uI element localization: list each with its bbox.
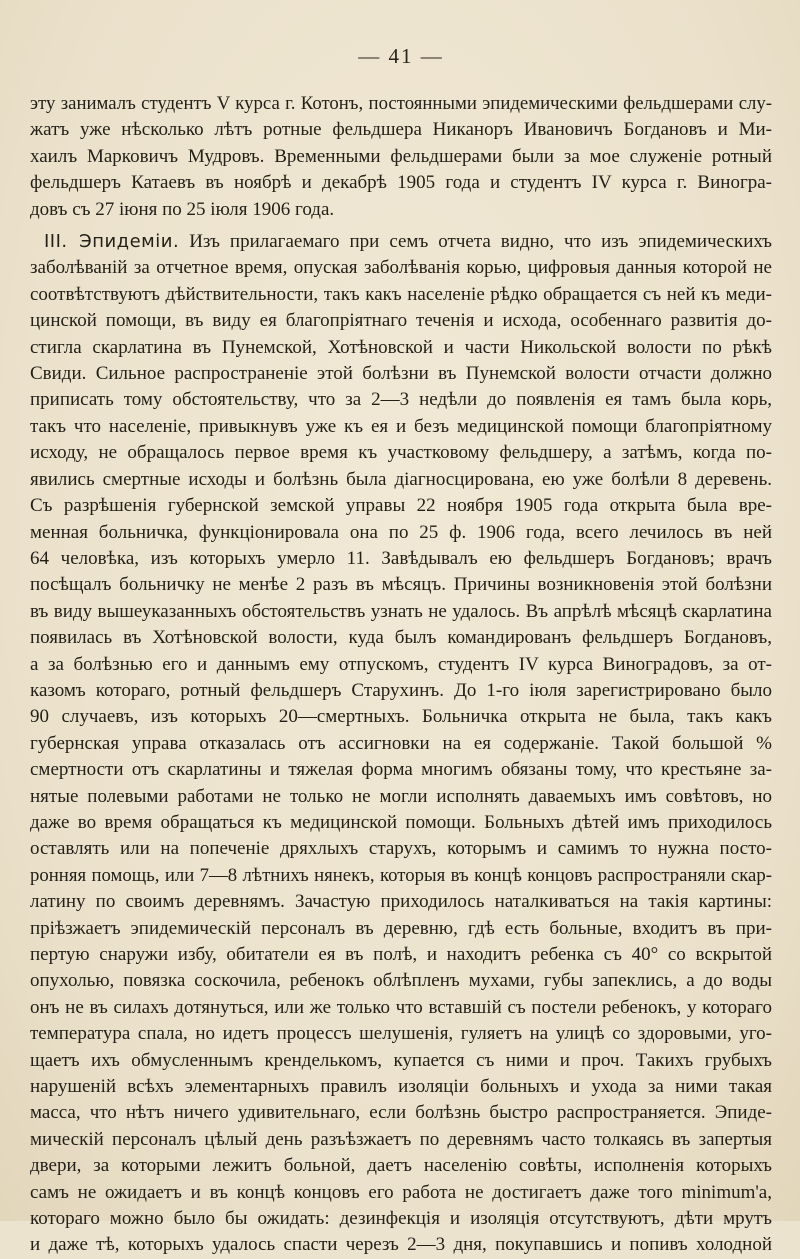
text-line: довъ съ 27 іюня по 25 іюля 1906 года.: [30, 198, 335, 220]
text-line: Свиди. Сильное распространеніе этой болѣзни въ Пунемской волости отчасти должно: [30, 363, 772, 385]
text-line: казомъ котораго, ротный фельдшеръ Старухинъ. До 1-го іюля зарегистрировано было: [30, 679, 772, 701]
text-line: эту занималъ студентъ V курса г. Котонъ, постоянными эпидемическими фельдшерами слу-: [30, 93, 772, 114]
body-text: [30, 91, 772, 1259]
text-line: пріѣзжаетъ эпидемическій персоналъ въ деревню, гдѣ есть больные, входитъ въ при-: [30, 917, 772, 939]
text-line: котораго можно было бы ожидать: дезинфекція и изоляція отсутствуютъ, дѣти мрутъ: [30, 1208, 772, 1230]
text-line: латину по своимъ деревнямъ. Зачастую приходилось наталкиваться на такія картины:: [30, 891, 772, 913]
paragraph-staff: [30, 91, 772, 223]
text-line: щаетъ ихъ обмусленнымъ кренделькомъ, купается съ ними и проч. Такихъ грубыхъ: [30, 1049, 772, 1071]
text-line: соотвѣтствуютъ дѣйствительности, такъ какъ населеніе рѣдко обращается съ ней къ меди-: [30, 283, 772, 305]
text-line: опухолью, повязка соскочила, ребенокъ облѣпленъ мухами, губы запеклись, а до воды: [30, 970, 772, 992]
text-line: фельдшеръ Катаевъ въ ноябрѣ и декабрѣ 1905 года и студентъ IV курса г. Виногра-: [30, 172, 772, 194]
text-line: 90 случаевъ, изъ которыхъ 20—смертныхъ. Больничка открыта не была, такъ какъ: [30, 706, 772, 728]
text-line: ронняя помощь, или 7—8 лѣтнихъ нянекъ, которыя въ концѣ концовъ распространяли скар-: [30, 864, 772, 886]
text-line: онъ не въ силахъ дотянуться, или же только что вставшій съ постели ребенокъ, у котораго: [30, 996, 772, 1018]
paragraph-epidemics: [30, 229, 772, 1259]
text-line: пертую снаружи избу, обитатели ея въ полѣ, и находитъ ребенка съ 40° со вскрытой: [30, 944, 772, 965]
text-line: явились смертные исходы и болѣзнь была діагносцирована, ею уже болѣли 8 деревень.: [30, 468, 772, 490]
text-line: самъ не ожидаетъ и въ концѣ концовъ его работа не достигаетъ даже того minimum'a,: [30, 1181, 772, 1203]
text-line: 64 человѣка, изъ которыхъ умерло 11. Завѣдывалъ ею фельдшеръ Богдановъ; врачъ: [30, 547, 772, 569]
text-line: стигла скарлатина въ Пунемской, Хотѣновской и части Никольской волости по рѣкѣ: [30, 336, 772, 358]
text-line: температура спала, но идетъ процессъ шелушенія, гуляетъ на улицѣ со здоровыми, уго-: [30, 1023, 772, 1045]
text-line: а за болѣзнью его и даннымъ ему отпускомъ, студентъ IV курса Виноградовъ, за от-: [30, 653, 772, 675]
text-line: хаилъ Марковичъ Мудровъ. Временными фельдшерами были за мое служеніе ротный: [30, 145, 772, 167]
text-line: исходу, не обращалось первое время къ участковому фельдшеру, а затѣмъ, когда по-: [30, 442, 772, 464]
text-line: масса, что нѣтъ ничего удивительнаго, если болѣзнь быстро распространяется. Эпиде-: [30, 1102, 772, 1124]
text-line: заболѣваній за отчетное время, опуская заболѣванія корью, цифровыя данныя которой не: [30, 257, 772, 279]
text-line: двери, за которыми лежитъ больной, даетъ населенію совѣты, исполненія которыхъ: [30, 1155, 772, 1177]
section-heading: III. Эпидеміи.: [44, 231, 180, 253]
text-line: губернская управа отказалась отъ ассигновки на ея содержаніе. Такой большой %: [30, 732, 772, 754]
text-line: приписать тому обстоятельству, что за 2—3 недѣли до появленія ея тамъ была корь,: [30, 389, 772, 411]
text-line: посѣщалъ больничку не менѣе 2 разъ въ мѣсяцъ. Причины возникновенія этой болѣзни: [30, 574, 772, 596]
text-fragment: Изъ прилагаемаго при семъ отчета видно, что изъ эпидемическихъ: [189, 231, 772, 253]
text-line: оставлять или на попеченіе дряхлыхъ старухъ, которымъ и самимъ то нужна посто-: [30, 838, 772, 860]
text-line: нятые полевыми работами не только не могли исполнять даваемыхъ имъ совѣтовъ, но: [30, 785, 772, 807]
text-line-with-heading: [30, 229, 772, 255]
page-number: — 41 —: [358, 44, 444, 68]
text-line: менная больничка, функціонировала она по 25 ф. 1906 года, всего лечилось въ ней: [30, 521, 772, 543]
text-line: смертности отъ скарлатины и тяжелая форма многимъ обязаны тому, что крестьяне за-: [30, 759, 772, 781]
text-line: нарушеній всѣхъ элементарныхъ правилъ изоляціи больныхъ и ухода за ними такая: [30, 1076, 772, 1098]
text-line: и даже тѣ, которыхъ удалось спасти черезъ 2—3 дня, покупавшись и попивъ холодной: [30, 1234, 772, 1256]
text-line: въ виду вышеуказанныхъ обстоятельствъ узнать не удалось. Въ апрѣлѣ мѣсяцѣ скарлатина: [30, 600, 772, 622]
text-line: мическій персоналъ цѣлый день разъѣзжаетъ по деревнямъ часто толкаясь въ запертыя: [30, 1128, 772, 1150]
text-line: жатъ уже нѣсколько лѣтъ ротные фельдшера Никаноръ Ивановичъ Богдановъ и Ми-: [30, 119, 772, 141]
text-line: Съ разрѣшенія губернской земской управы 22 ноября 1905 года открыта была вре-: [30, 495, 772, 517]
text-line: появилась въ Хотѣновской волости, куда былъ командированъ фельдшеръ Богдановъ,: [30, 627, 772, 649]
text-line: такъ что населеніе, привыкнувъ уже къ ея и безъ медицинской помощи благопріятному: [30, 415, 772, 437]
text-line: цинской помощи, въ виду ея благопріятнаго теченія и исхода, особеннаго развитія до-: [30, 310, 772, 332]
text-line: даже во время обращаться къ медицинской помощи. Больныхъ дѣтей имъ приходилось: [30, 811, 772, 833]
